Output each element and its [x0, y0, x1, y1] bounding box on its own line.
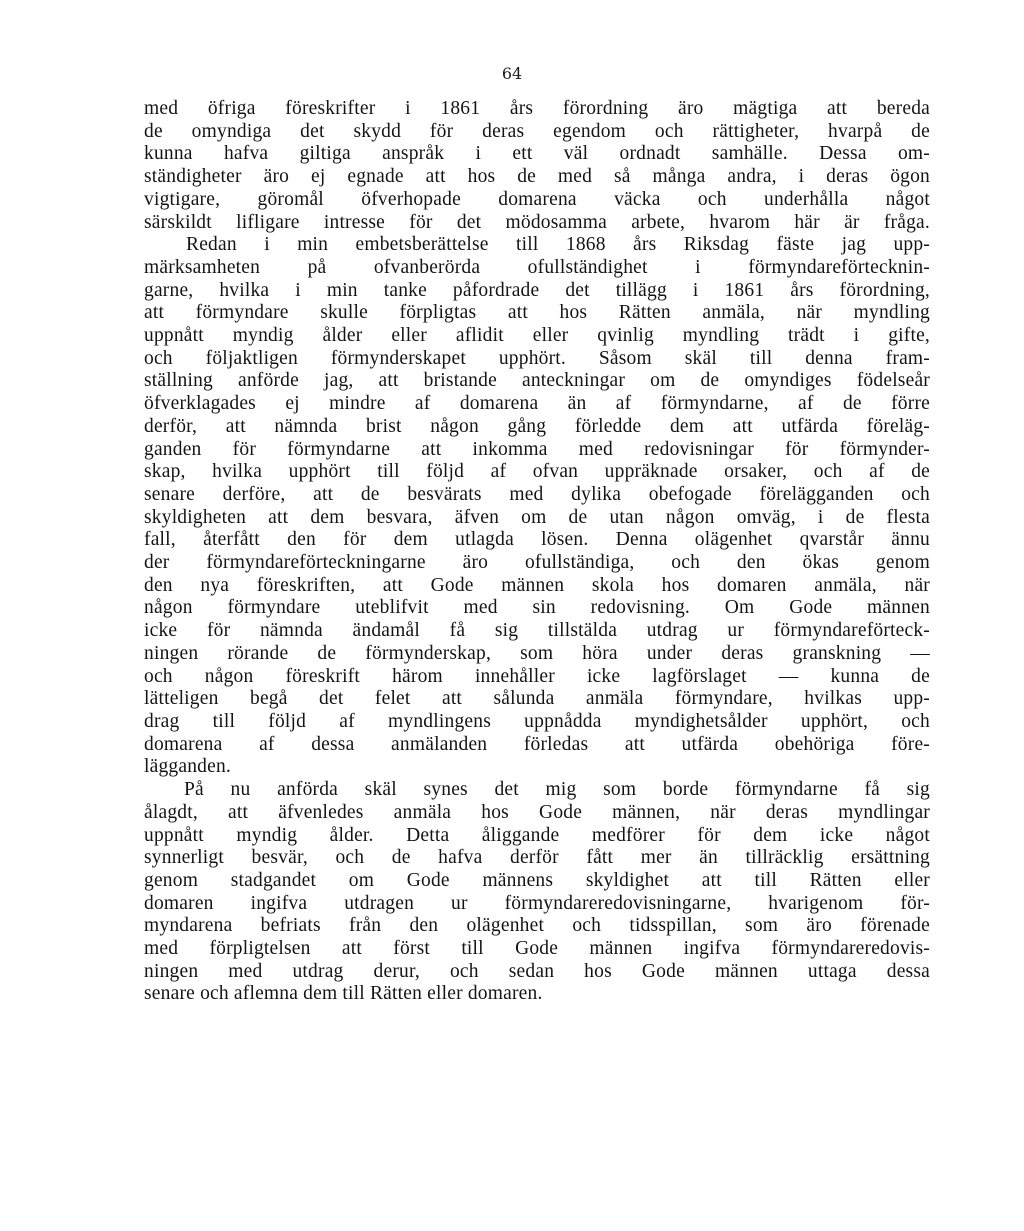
text-line: med öfriga föreskrifter i 1861 års förordning äro mägtiga att bereda	[144, 98, 930, 119]
text-line: uppnått myndig ålder eller aflidit eller qvinlig myndling trädt i gifte,	[144, 325, 930, 347]
text-line: de omyndiga det skydd för deras egendom och rättigheter, hvarpå de	[144, 120, 930, 142]
text-line: På nu anförda skäl synes det mig som borde förmyndarne få sig	[184, 779, 930, 801]
paragraph-3	[144, 779, 930, 1006]
text-line: den nya föreskriften, att Gode männen skola hos domaren anmäla, när	[144, 574, 930, 596]
text-line: myndarena befriats från den olägenhet och tidsspillan, som äro förenade	[144, 915, 930, 937]
page-number: 64	[501, 64, 523, 83]
text-line: fall, återfått den för dem utlagda lösen. Denna olägenhet qvarstår ännu	[144, 529, 930, 551]
text-line: genom stadgandet om Gode männens skyldighet att till Rätten eller	[144, 869, 930, 891]
text-line: synnerligt besvär, och de hafva derför fått mer än tillräcklig ersättning	[144, 847, 930, 869]
text-line: lägganden.	[144, 756, 232, 778]
text-line: domaren ingifva utdragen ur förmyndareredovisningarne, hvarigenom för-	[144, 892, 930, 914]
text-line: icke för nämnda ändamål få sig tillstälda utdrag ur förmyndareförteck-	[144, 620, 930, 642]
text-line: derför, att nämnda brist någon gång förledde dem att utfärda föreläg-	[144, 415, 930, 437]
text-line: och någon föreskrift härom innehåller icke lagförslaget — kunna de	[144, 665, 930, 687]
text-line: uppnått myndig ålder. Detta åliggande medförer för dem icke något	[144, 824, 930, 846]
text-line: och följaktligen förmynderskapet upphört. Såsom skäl till denna fram-	[144, 347, 930, 369]
text-line: skap, hvilka upphört till följd af ofvan uppräknade orsaker, och af de	[144, 461, 930, 483]
text-line: ständigheter äro ej egnade att hos de med så många andra, i deras ögon	[144, 166, 930, 188]
text-line: skyldigheten att dem besvara, äfven om de utan någon omväg, i de flesta	[144, 506, 930, 528]
text-line: särskildt lifligare intresse för det mödosamma arbete, hvarom här är fråga.	[144, 211, 930, 233]
text-line: ställning anförde jag, att bristande anteckningar om de omyndiges födelseår	[144, 370, 930, 392]
paragraph-1	[144, 98, 930, 234]
text-line: öfverklagades ej mindre af domarena än af förmyndarne, af de förre	[144, 393, 930, 415]
text-line: ganden för förmyndarne att inkomma med redovisningar för förmynder-	[144, 438, 930, 460]
text-line: vigtigare, göromål öfverhopade domarena väcka och underhålla något	[144, 188, 930, 210]
text-line: lätteligen begå det felet att sålunda anmäla förmyndare, hvilkas upp-	[144, 688, 930, 710]
paragraph-2	[144, 234, 930, 779]
text-line: med förpligtelsen att först till Gode männen ingifva förmyndareredovis-	[144, 938, 930, 960]
text-line: någon förmyndare uteblifvit med sin redovisning. Om Gode männen	[144, 597, 930, 619]
text-line: ålagdt, att äfvenledes anmäla hos Gode männen, när deras myndlingar	[144, 801, 930, 823]
text-line: att förmyndare skulle förpligtas att hos Rätten anmäla, när myndling	[144, 302, 930, 324]
text-line: senare derföre, att de besvärats med dylika obefogade förelägganden och	[144, 483, 930, 505]
text-line: Redan i min embetsberättelse till 1868 års Riksdag fäste jag upp-	[186, 234, 930, 256]
text-line: garne, hvilka i min tanke påfordrade det tillägg i 1861 års förordning,	[144, 279, 930, 301]
text-line: märksamheten på ofvanberörda ofullständighet i förmyndareförtecknin-	[144, 256, 930, 278]
text-line: der förmyndareförteckningarne äro ofullständiga, och den ökas genom	[144, 552, 930, 574]
text-line: senare och aflemna dem till Rätten eller domaren.	[144, 983, 543, 1005]
text-line: ningen rörande de förmynderskap, som höra under deras granskning —	[144, 642, 930, 664]
text-line: domarena af dessa anmälanden förledas att utfärda obehöriga före-	[144, 733, 930, 755]
text-line: kunna hafva giltiga anspråk i ett väl ordnadt samhälle. Dessa om-	[144, 143, 930, 165]
text-line: ningen med utdrag derur, och sedan hos Gode männen uttaga dessa	[144, 960, 930, 982]
body-text	[144, 98, 930, 1006]
text-line: drag till följd af myndlingens uppnådda myndighetsålder upphört, och	[144, 710, 930, 732]
